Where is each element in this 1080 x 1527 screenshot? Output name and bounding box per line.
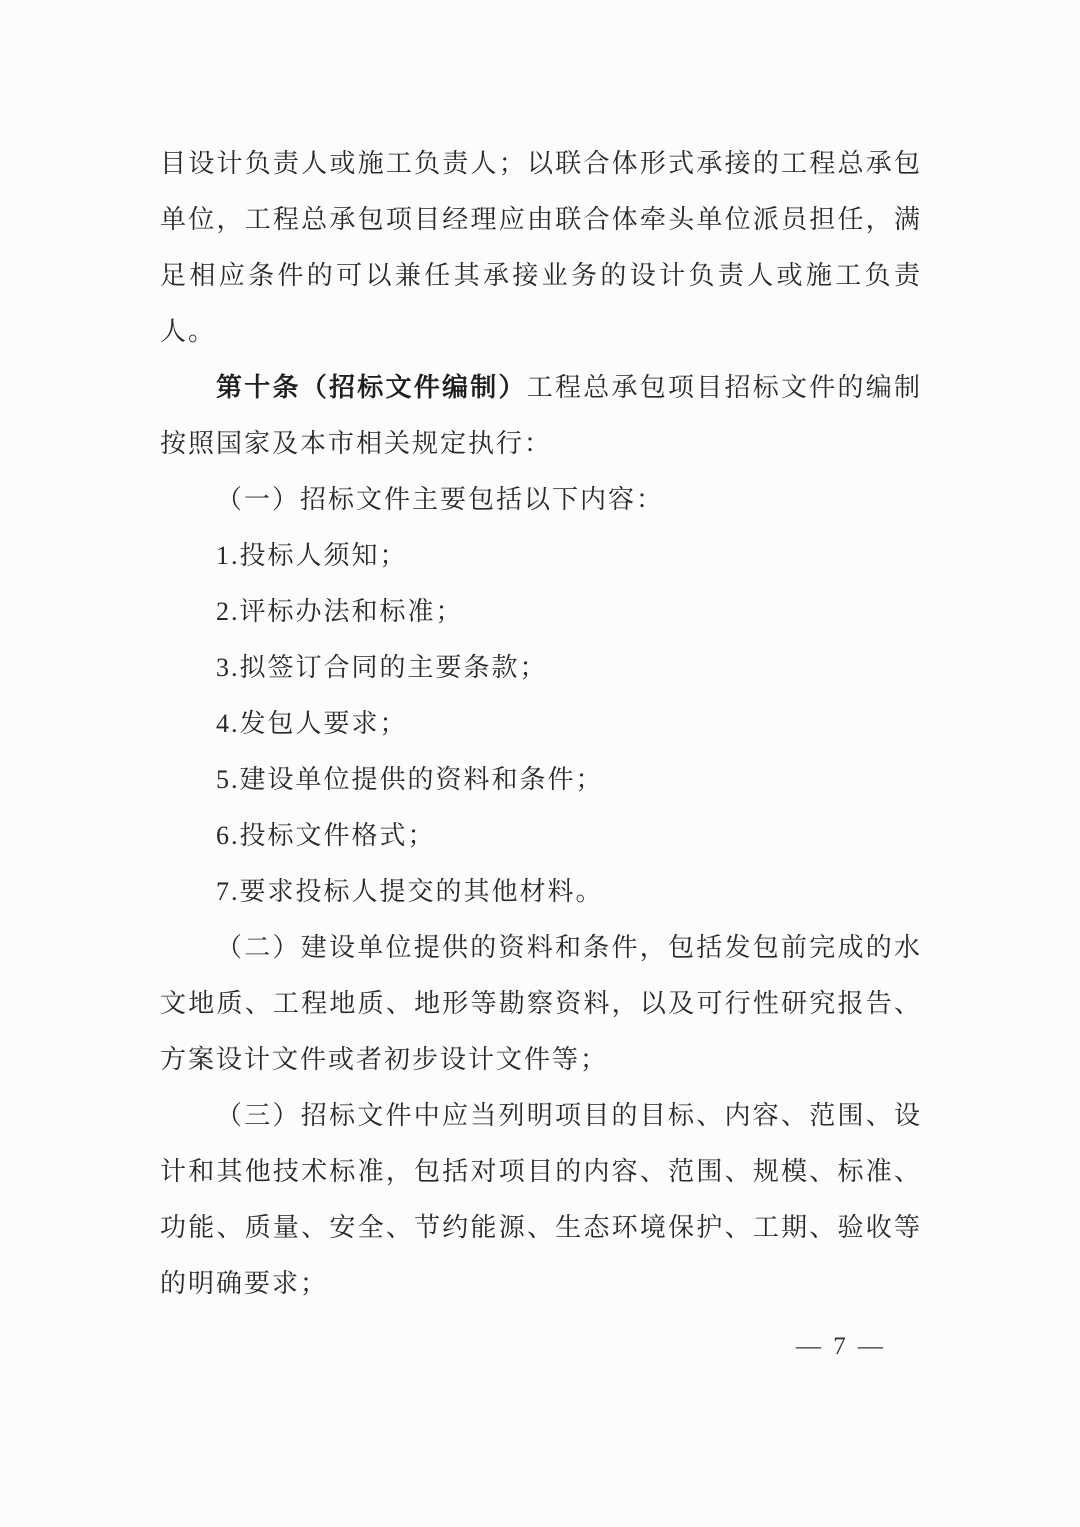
list-item-3: 3.拟签订合同的主要条款； <box>216 653 548 682</box>
list-item-7: 7.要求投标人提交的其他材料。 <box>216 877 604 906</box>
continuation-paragraph: 目设计负责人或施工负责人；以联合体形式承接的工程总承包单位，工程总承包项目经理应由联合体牵头单位派员担任，满足相应条件的可以兼任其承接业务的设计负责人或施工负责人。 <box>160 149 922 346</box>
list-item-4: 4.发包人要求； <box>216 709 408 738</box>
list-item-2: 2.评标办法和标准； <box>216 597 464 626</box>
list-item-6: 6.投标文件格式； <box>216 821 436 850</box>
page-number: — 7 — <box>796 1333 886 1360</box>
list-item-5: 5.建设单位提供的资料和条件； <box>216 765 604 794</box>
article-10-paragraph <box>160 360 922 472</box>
article-10-heading: 第十条（招标文件编制） <box>216 373 527 402</box>
list-item-1: 1.投标人须知； <box>216 541 408 570</box>
clause-1-paragraph: （一）招标文件主要包括以下内容： <box>216 485 665 514</box>
clause-3-paragraph: （三）招标文件中应当列明项目的目标、内容、范围、设计和其他技术标准，包括对项目的内容、范围、规模、标准、功能、质量、安全、节约能源、生态环境保护、工期、验收等的明确要求； <box>160 1101 922 1298</box>
clause-2-paragraph: （二）建设单位提供的资料和条件，包括发包前完成的水文地质、工程地质、地形等勘察资料，以及可行性研究报告、方案设计文件或者初步设计文件等； <box>160 933 922 1074</box>
document-body <box>160 136 922 1312</box>
article-10-body-text: 工程总承包项目招标文件的编制按照国家及本市相关规定执行： <box>160 373 922 458</box>
